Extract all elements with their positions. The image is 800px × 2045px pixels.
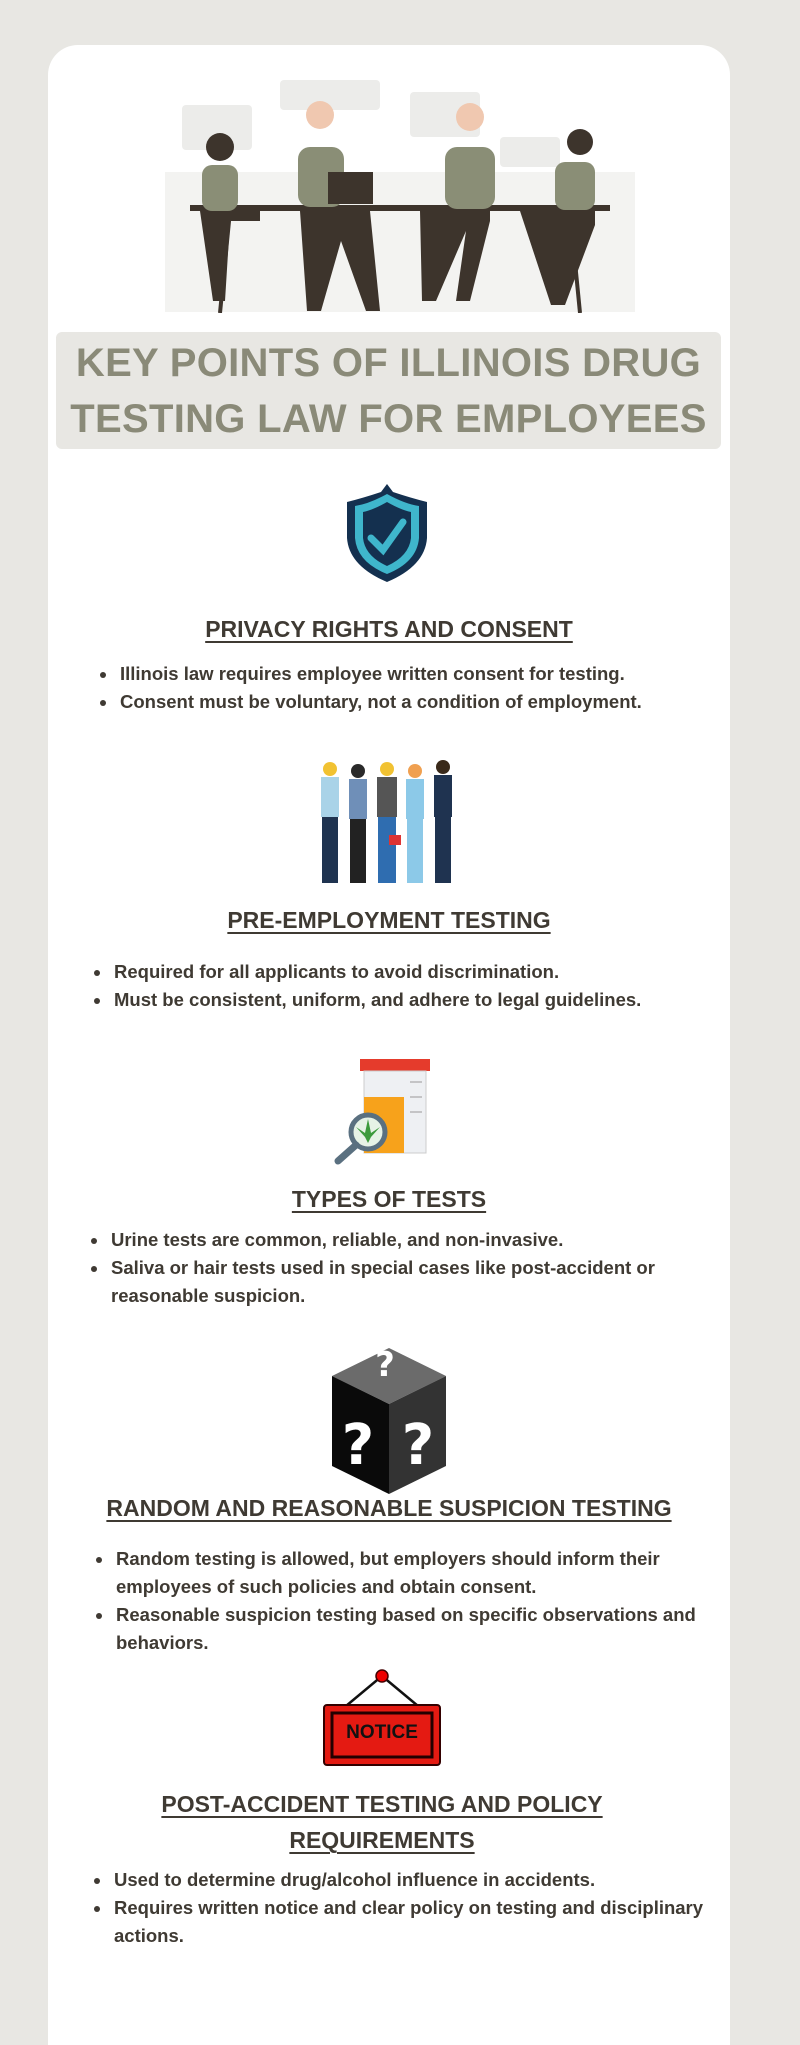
bullet-item: • Urine tests are common, reliable, and non-invasive. xyxy=(109,1226,749,1254)
title-line-2: TESTING LAW FOR EMPLOYEES xyxy=(70,397,707,441)
heading-line-1: POST-ACCIDENT TESTING AND POLICY xyxy=(161,1791,603,1817)
title-line-1: KEY POINTS OF ILLINOIS DRUG xyxy=(75,341,702,385)
page-title xyxy=(56,332,721,449)
random-testing-bullets xyxy=(92,1545,754,1657)
bullet-item: • Saliva or hair tests used in special cases like post-accident or reasonable suspicion. xyxy=(109,1254,749,1310)
section-heading-random-testing: RANDOM AND REASONABLE SUSPICION TESTING xyxy=(106,1495,672,1521)
bullet-item: • Reasonable suspicion testing based on specific observations and behaviors. xyxy=(114,1601,754,1657)
notice-sign-icon xyxy=(322,1668,442,1768)
section-heading-post-accident xyxy=(112,1786,652,1858)
bullet-item: • Required for all applicants to avoid discrimination. xyxy=(112,958,762,986)
bullet-item: • Must be consistent, uniform, and adhere to legal guidelines. xyxy=(112,986,762,1014)
section-heading-types-of-tests: TYPES OF TESTS xyxy=(291,1186,487,1212)
post-accident-bullets xyxy=(90,1866,712,1950)
pre-employment-bullets xyxy=(90,958,762,1014)
bullet-item: • Illinois law requires employee written consent for testing. xyxy=(118,660,758,688)
privacy-bullets xyxy=(96,660,758,716)
types-of-tests-bullets xyxy=(87,1226,749,1310)
section-heading-pre-employment: PRE-EMPLOYMENT TESTING xyxy=(227,907,551,933)
svg-text:?: ? xyxy=(341,1413,375,1478)
svg-text:?: ? xyxy=(401,1413,435,1478)
section-heading-privacy: PRIVACY RIGHTS AND CONSENT xyxy=(205,616,573,642)
question-cube-icon xyxy=(330,1346,448,1496)
bullet-item: • Used to determine drug/alcohol influence in accidents. xyxy=(112,1866,712,1894)
bullet-item: • Requires written notice and clear policy on testing and disciplinary actions. xyxy=(112,1894,712,1950)
bullet-item: • Consent must be voluntary, not a condition of employment. xyxy=(118,688,758,716)
heading-line-2: REQUIREMENTS xyxy=(289,1827,475,1853)
notice-sign-text: NOTICE xyxy=(346,1722,418,1743)
bullet-item: • Random testing is allowed, but employers should inform their employees of such policies and obtain consent. xyxy=(114,1545,754,1601)
urine-cup-magnifier-icon xyxy=(330,1057,435,1165)
team-meeting-illustration xyxy=(160,77,640,313)
shield-check-icon xyxy=(345,482,429,584)
svg-text:?: ? xyxy=(375,1346,395,1385)
workers-group-icon xyxy=(315,757,460,885)
